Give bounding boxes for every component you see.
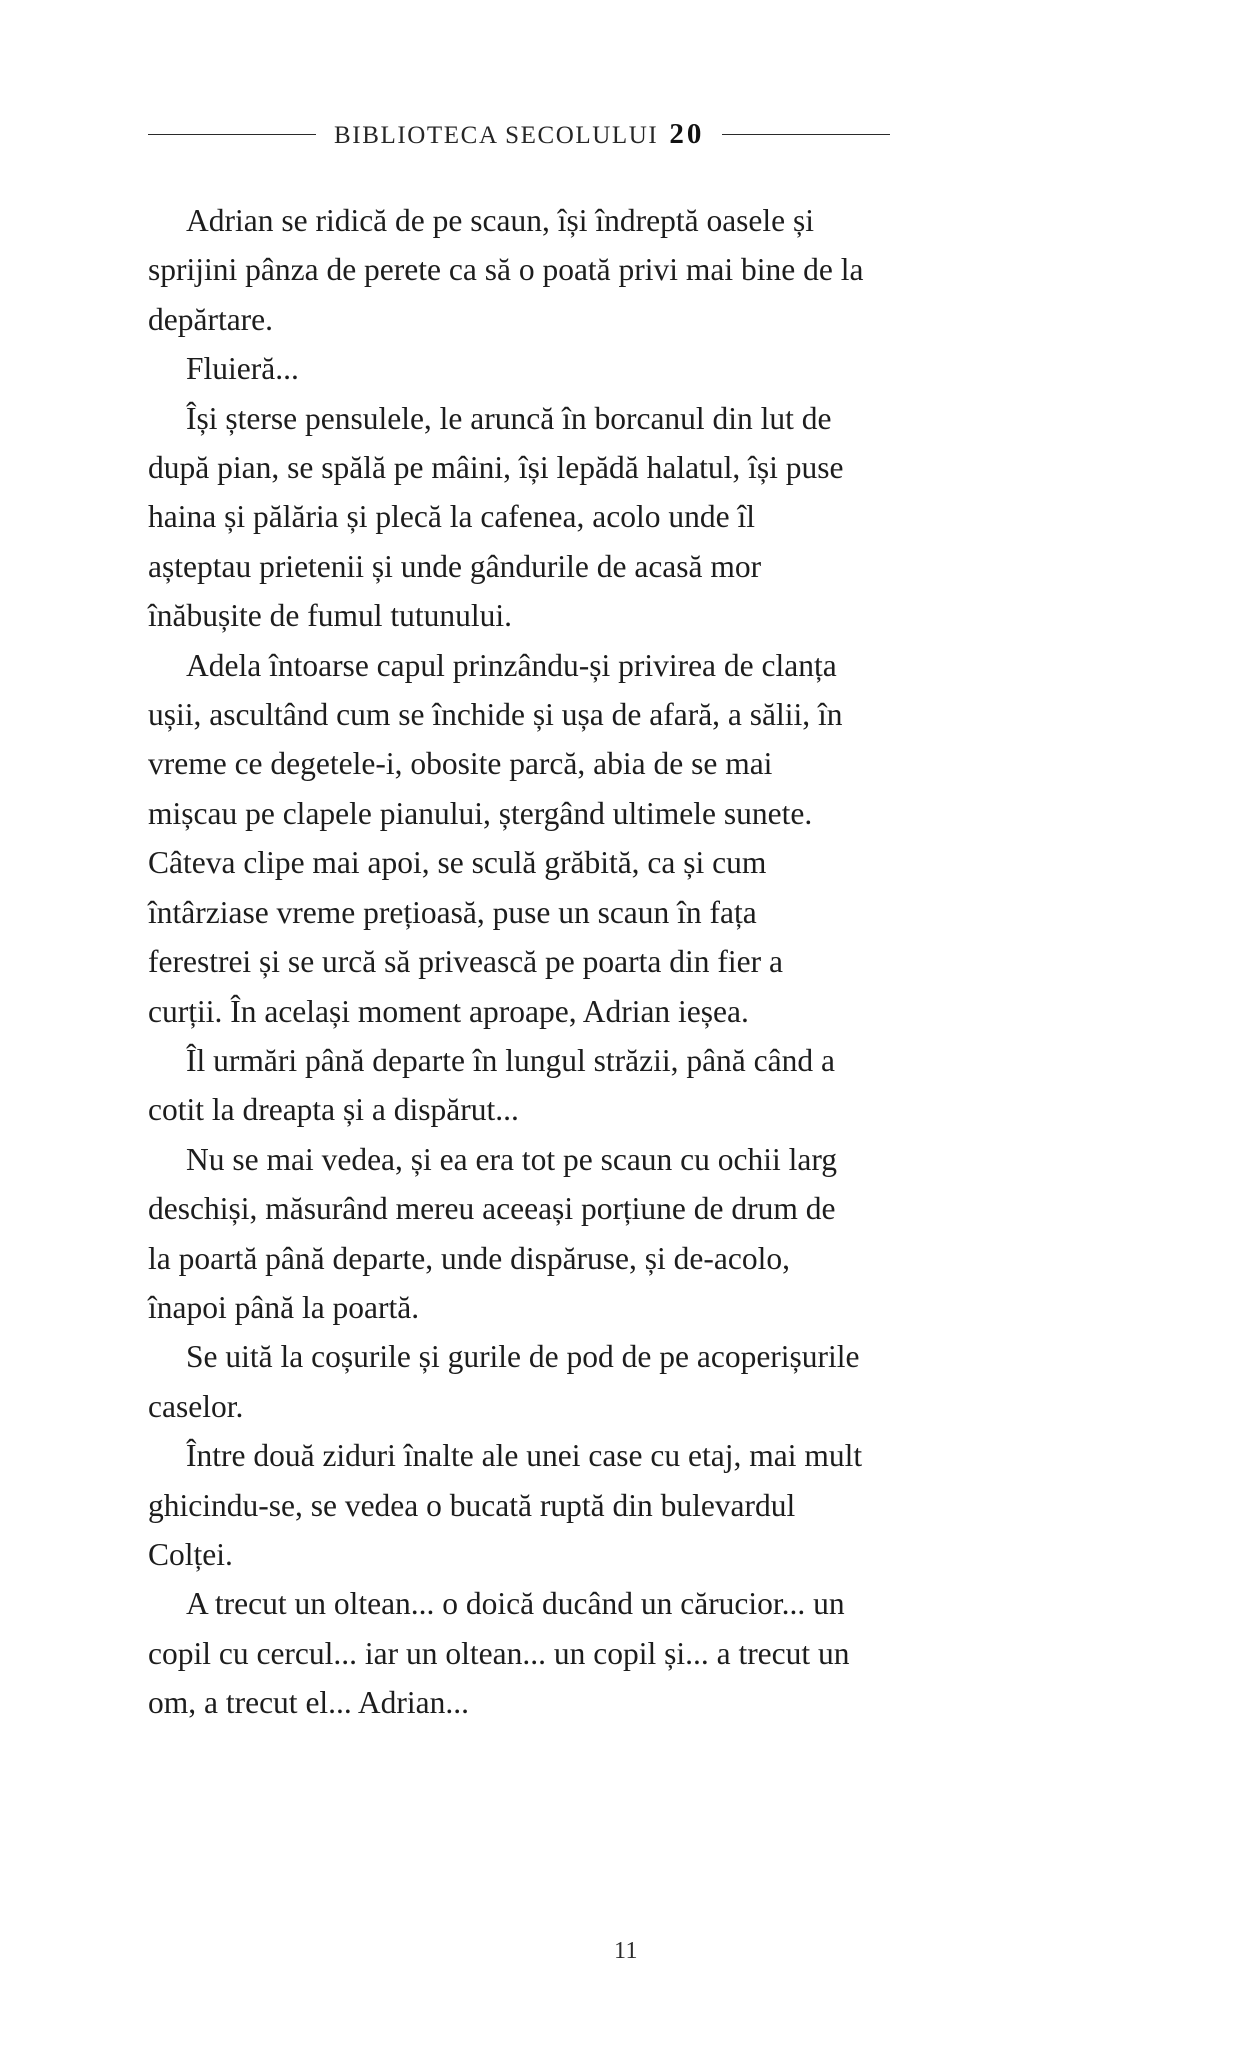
running-head-rule-left-icon: [148, 134, 316, 135]
paragraph: Nu se mai vedea, și ea era tot pe scaun cu ochii larg deschiși, măsurând mereu aceeași porțiune de drum de la poartă până departe, unde dispăruse, și de-acolo, înapoi până la poartă.: [148, 1141, 838, 1325]
paragraph: Se uită la coșurile și gurile de pod de pe acoperișurile caselor.: [148, 1339, 860, 1424]
paragraph: Între două ziduri înalte ale unei case cu etaj, mai mult ghicindu-se, se vedea o bucată ruptă din bulevardul Colței.: [148, 1438, 863, 1572]
body-text-block: [148, 196, 865, 1728]
paragraph: Adela întoarse capul prinzându-și privirea de clanța ușii, ascultând cum se închide și ușa de afară, a sălii, în vreme ce degetele-i, obosite parcă, abia de se mai mișcau pe clapele pianului, ștergând ultimele sunete. Câteva clipe mai apoi, se sculă grăbită, ca și cum întârziase vreme prețioasă, puse un scaun în fața ferestrei și se urcă să privească pe poarta din fier a curții. În același moment aproape, Adrian ieșea.: [148, 647, 843, 1029]
running-head-rule-right-icon: [722, 134, 890, 135]
paragraph: Adrian se ridică de pe scaun, își îndreptă oasele și sprijini pânza de perete ca să o poată privi mai bine de la depărtare.: [148, 203, 864, 337]
paragraph: Îl urmări până departe în lungul străzii, până când a cotit la dreapta și a dispărut...: [148, 1042, 835, 1128]
series-title: BIBLIOTECA SECOLULUI: [334, 122, 659, 149]
running-head: [148, 118, 1088, 151]
paragraph: A trecut un oltean... o doică ducând un cărucior... un copil cu cercul... iar un oltean... un copil și... a trecut un om, a trecut el... Adrian...: [148, 1586, 850, 1721]
series-number: 20: [669, 118, 705, 150]
paragraph: Fluieră...: [186, 351, 299, 387]
running-head-title: [334, 118, 704, 151]
page-folio: [0, 1938, 1252, 1965]
page-number: 11: [613, 1938, 639, 1964]
paragraph: Își șterse pensulele, le aruncă în borcanul din lut de după pian, se spălă pe mâini, își lepădă halatul, își puse haina și pălăria și plecă la cafenea, acolo unde îl așteptau prietenii și unde gândurile de acasă mor înăbușite de fumul tutunului.: [148, 400, 844, 634]
